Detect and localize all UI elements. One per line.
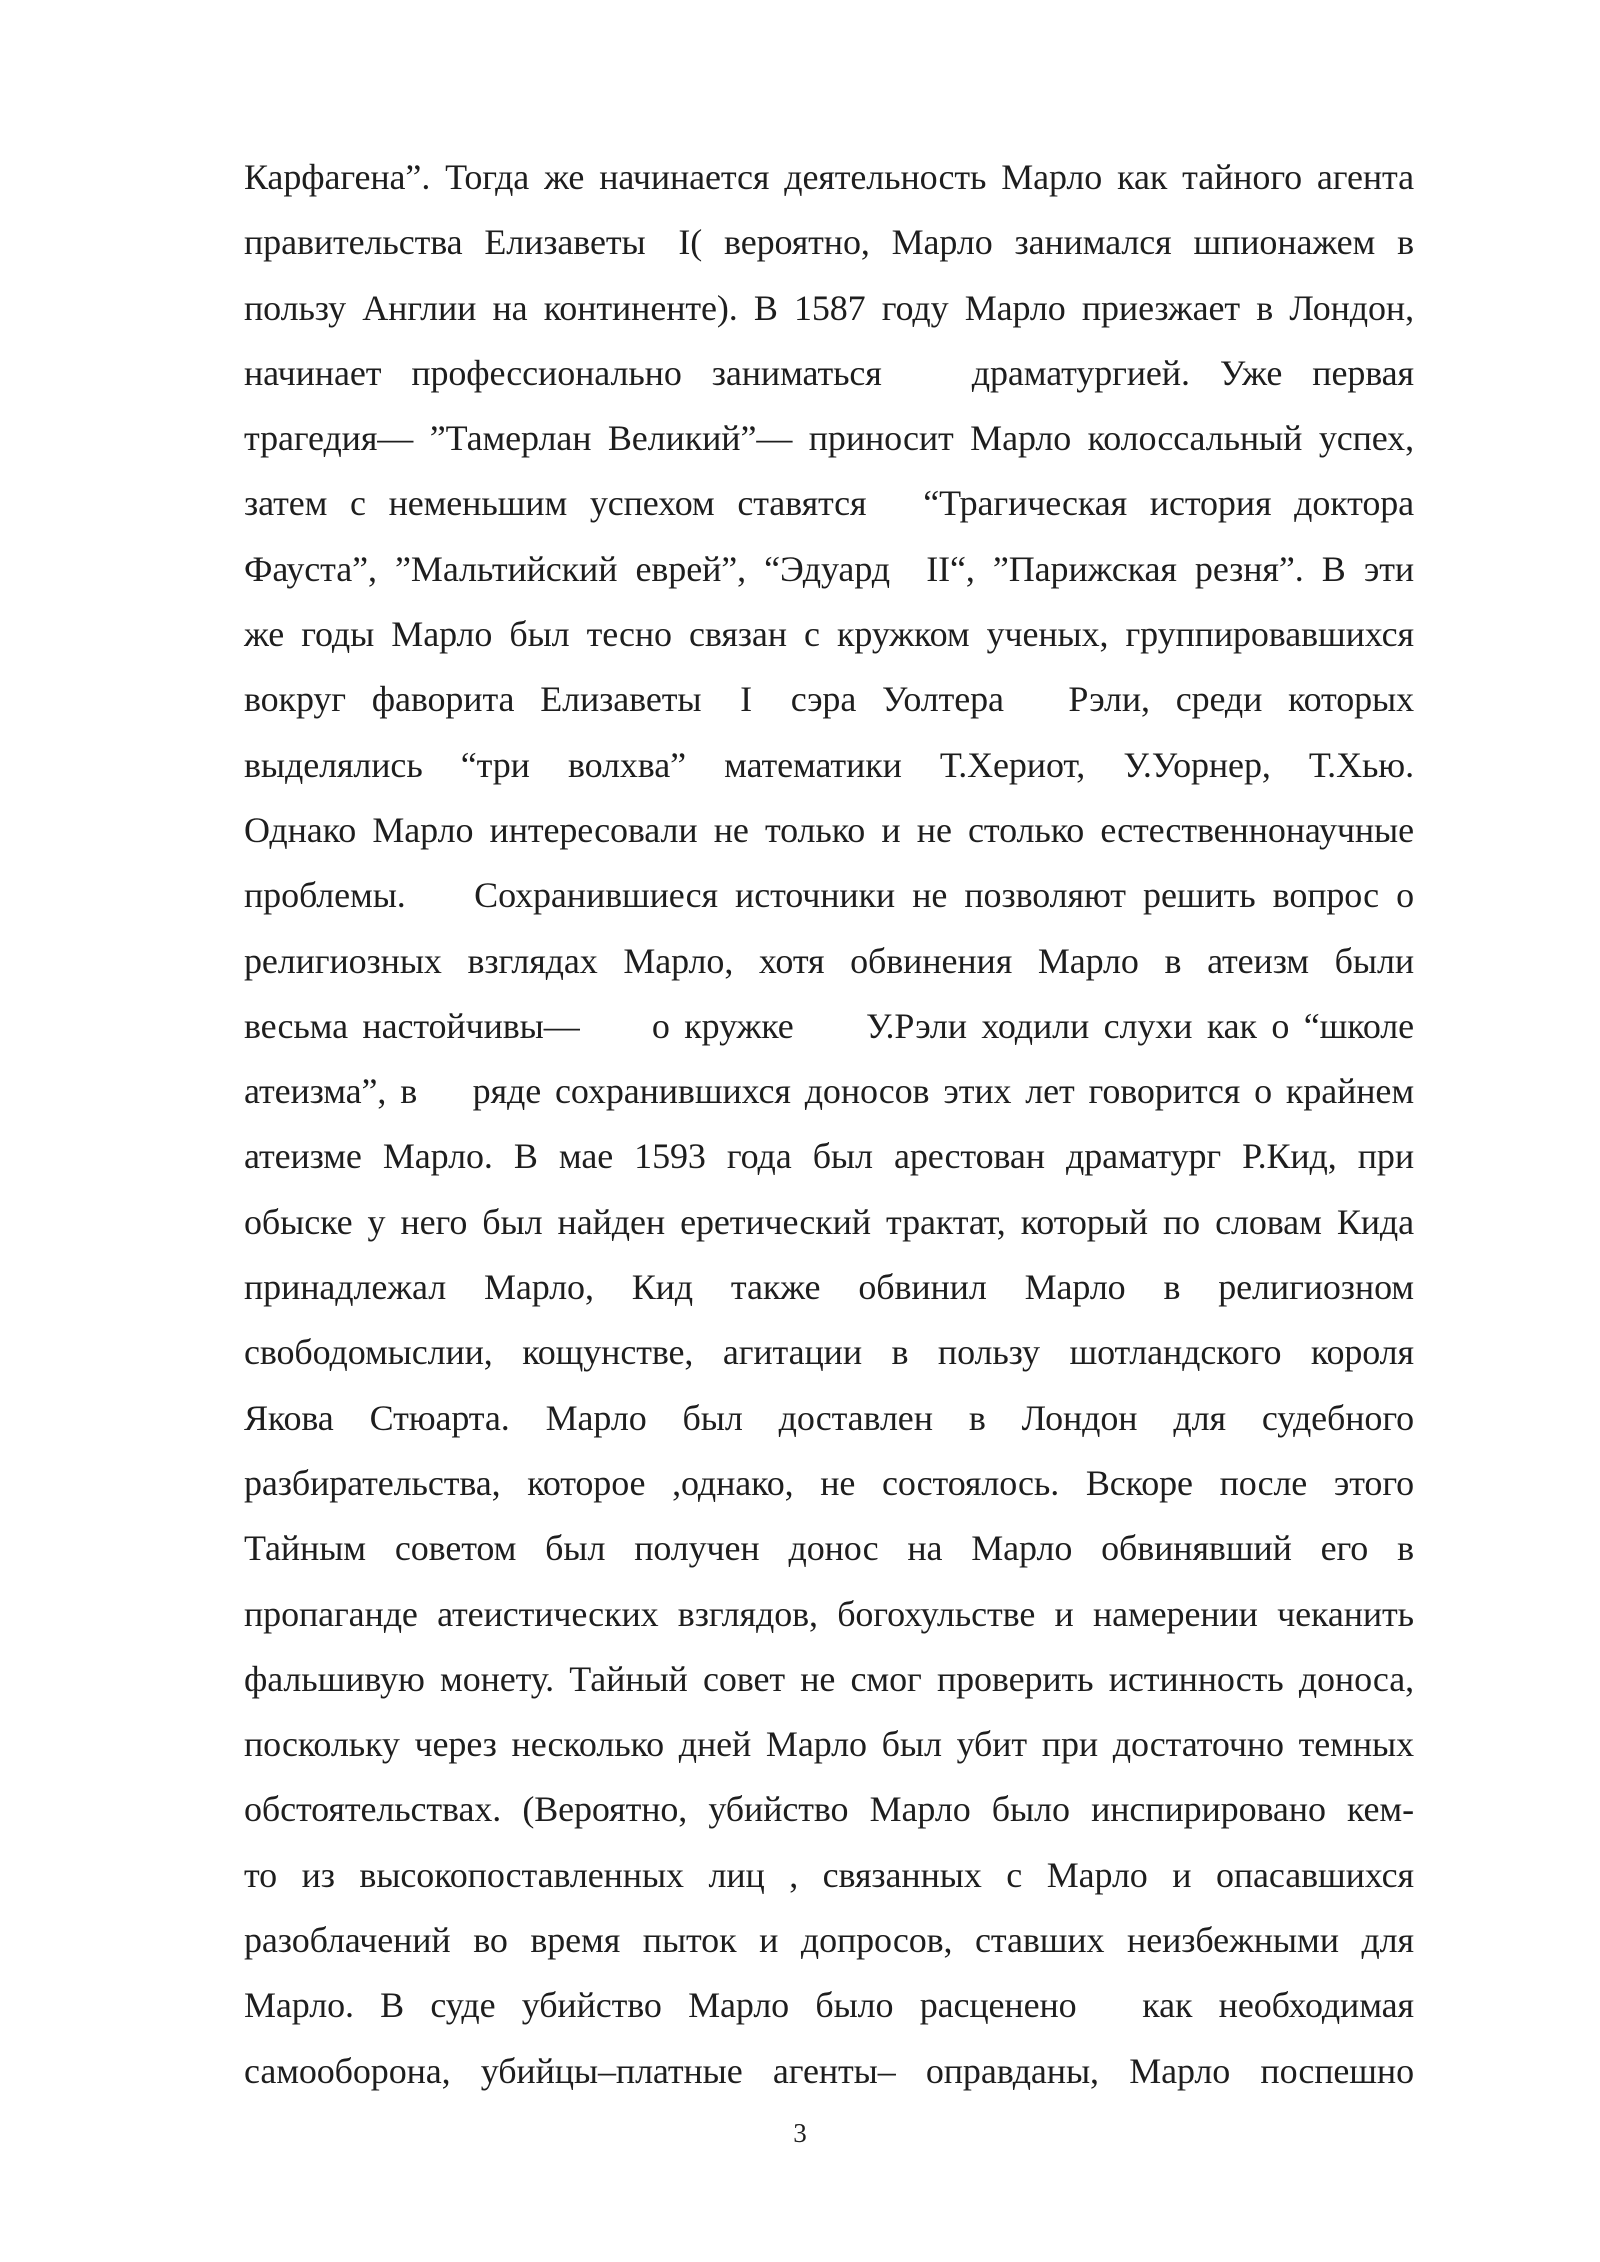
text-line: разбирательства, которое ,однако, не состоялось. Вскоре после этого [244, 1462, 1414, 1503]
text-line: поскольку через несколько дней Марло был убит при достаточно темных [244, 1724, 1414, 1765]
text-line: фальшивую монету. Тайный совет не смог проверить истинность доноса, [244, 1658, 1414, 1699]
text-line: обстоятельствах. (Вероятно, убийство Марло было инспирировано кем- [244, 1789, 1414, 1830]
text-line: то из высокопоставленных лиц , связанных с Марло и опасавшихся [244, 1854, 1414, 1895]
text-line: принадлежал Марло, Кид также обвинил Марло в религиозном [244, 1267, 1414, 1308]
text-line: вокруг фаворита Елизаветы I сэра Уолтера Рэли, среди которых [244, 679, 1414, 720]
text-line: затем с неменьшим успехом ставятся “Трагическая история доктора [244, 483, 1414, 524]
text-line: проблемы. Сохранившиеся источники не позволяют решить вопрос о [244, 875, 1414, 916]
text-line: выделялись “три волхва” математики Т.Хериот, У.Уорнер, Т.Хью. [244, 744, 1414, 785]
page-number: 3 [793, 2118, 807, 2148]
text-line: весьма настойчивы— о кружке У.Рэли ходили слухи как о “школе [244, 1005, 1414, 1046]
text-line: правительства Елизаветы I( вероятно, Марло занимался шпионажем в [244, 222, 1414, 263]
text-line: обыске у него был найден еретический трактат, который по словам Кида [244, 1201, 1414, 1242]
text-line: свободомыслии, кощунстве, агитации в пользу шотландского короля [244, 1332, 1414, 1373]
text-line: начинает профессионально заниматься драматургией. Уже первая [244, 352, 1414, 393]
text-line: Карфагена”. Тогда же начинается деятельность Марло как тайного агента [244, 157, 1414, 197]
text-line: религиозных взглядах Марло, хотя обвинения Марло в атеизм были [244, 940, 1414, 981]
text-line: Якова Стюарта. Марло был доставлен в Лондон для судебного [244, 1397, 1414, 1438]
text-line: атеизма”, в ряде сохранившихся доносов этих лет говорится о крайнем [244, 1071, 1414, 1112]
text-line: пользу Англии на континенте). В 1587 году Марло приезжает в Лондон, [244, 287, 1414, 328]
text-line: Однако Марло интересовали не только и не столько естественнонаучные [244, 809, 1414, 850]
body-text [244, 150, 1414, 2109]
text-line: Фауста”, ”Мальтийский еврей”, “Эдуард II“, ”Парижская резня”. В эти [244, 548, 1414, 589]
text-line: Марло. В суде убийство Марло было расценено как необходимая [244, 1985, 1414, 2026]
text-line: трагедия— ”Тамерлан Великий”— приносит Марло колоссальный успех, [244, 418, 1414, 459]
text-line: разоблачений во время пыток и допросов, ставших неизбежными для [244, 1920, 1414, 1961]
text-line: же годы Марло был тесно связан с кружком ученых, группировавшихся [244, 614, 1414, 655]
text-line: Тайным советом был получен донос на Марло обвинявший его в [244, 1528, 1414, 1569]
text-line: самооборона, убийцы–платные агенты– оправданы, Марло поспешно [244, 2050, 1414, 2091]
text-line: атеизме Марло. В мае 1593 года был арестован драматург Р.Кид, при [244, 1136, 1414, 1177]
text-line: пропаганде атеистических взглядов, богохульстве и намерении чеканить [244, 1593, 1414, 1634]
